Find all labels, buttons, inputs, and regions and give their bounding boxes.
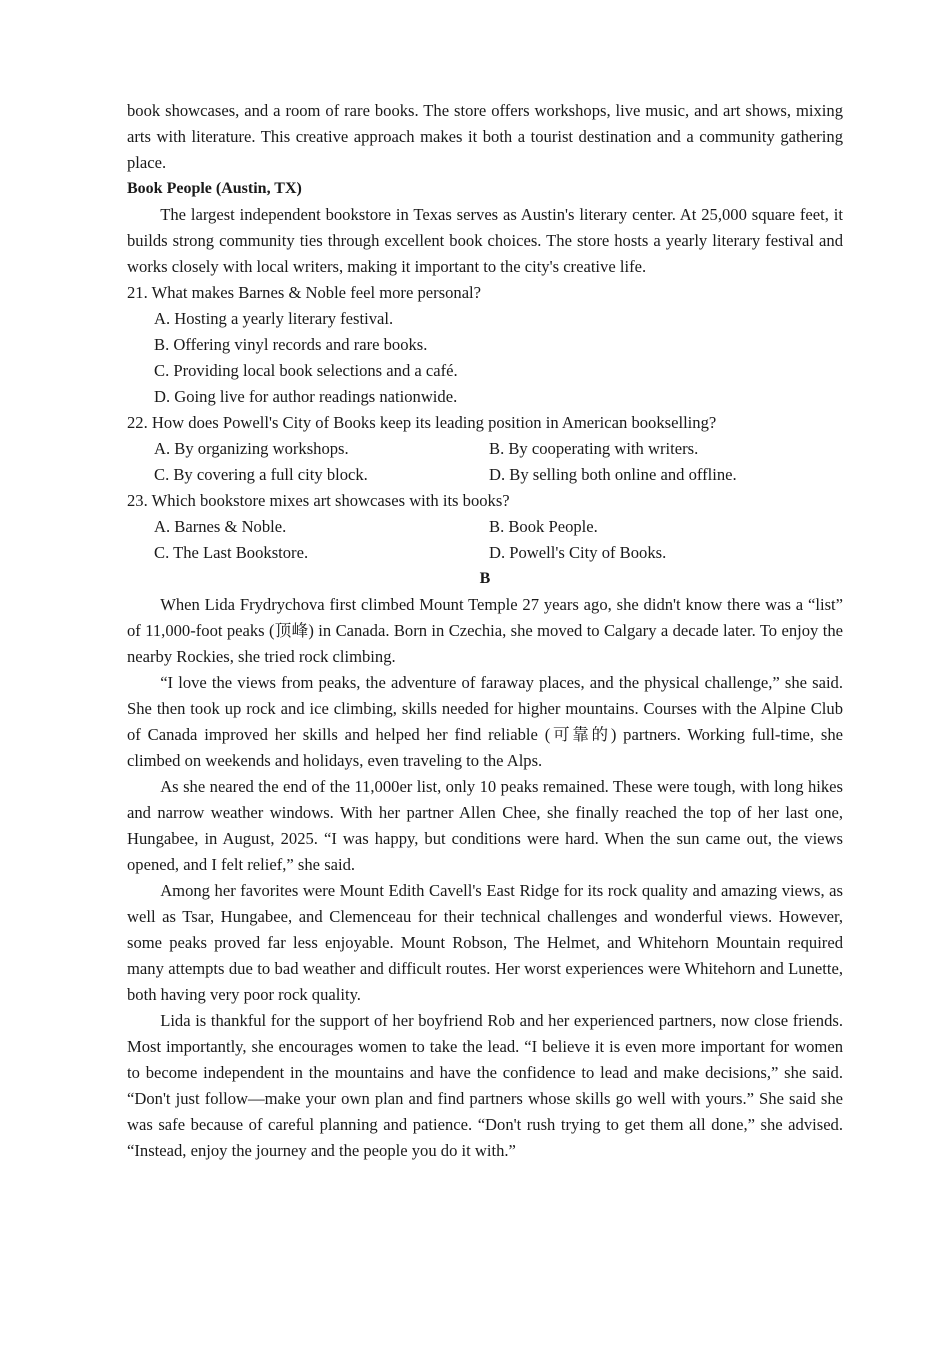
question-stem: 23. Which bookstore mixes art showcases with its books? bbox=[127, 491, 510, 510]
option-a: A. Hosting a yearly literary festival. bbox=[154, 309, 394, 328]
passage-b-paragraph-2: “I love the views from peaks, the adventure of faraway places, and the physical challenge,” she said. She then took up rock and ice climbing, skills needed for higher mountains. Courses with the Alpine Club of Canada improved her skills and helped her find reliable (可靠的) partners. Working full-time, she climbed on weekends and holidays, even traveling to the Alps. bbox=[127, 673, 843, 770]
passage-b-paragraph-5: Lida is thankful for the support of her boyfriend Rob and her experienced partners, now close friends. Most importantly, she encourages women to take the lead. “I believe it is even more important for women to become independent in the mountains and have the confidence to lead and make decisions,” she said. “Don't just follow—make your own plan and find partners whose skills go well with yours.” She said she was safe because of careful planning and patience. “Don't rush trying to get them all done,” she advised. “Instead, enjoy the journey and the people you do it with.” bbox=[127, 1011, 843, 1160]
passage-b-paragraph-3: As she neared the end of the 11,000er list, only 10 peaks remained. These were tough, with long hikes and narrow weather windows. With her partner Allen Chee, she finally reached the top of her last one, Hungabee, in August, 2025. “I was happy, but conditions were hard. When the sun came out, the views opened, and I felt relief,” she said. bbox=[127, 777, 843, 874]
passage-a-intro-paragraph: book showcases, and a room of rare books. The store offers workshops, live music, and art shows, mixing arts with literature. This creative approach makes it both a tourist destination and a community gathering place. bbox=[127, 101, 843, 172]
option-c: C. Providing local book selections and a café. bbox=[154, 361, 458, 380]
section-b-heading: B bbox=[479, 570, 491, 587]
option-b: B. Offering vinyl records and rare books. bbox=[154, 335, 428, 354]
question-stem: 22. How does Powell's City of Books keep its leading position in American bookselling? bbox=[127, 413, 717, 432]
option-d: D. By selling both online and offline. bbox=[489, 465, 737, 484]
option-b: B. Book People. bbox=[489, 517, 598, 536]
option-b: B. By cooperating with writers. bbox=[489, 439, 699, 458]
option-d: D. Powell's City of Books. bbox=[489, 543, 667, 562]
passage-b-paragraph-1: When Lida Frydrychova first climbed Mount Temple 27 years ago, she didn't know there was a “list” of 11,000-foot peaks (顶峰) in Canada. Born in Czechia, she moved to Calgary a decade later. To enjoy the nearby Rockies, she tried rock climbing. bbox=[127, 595, 843, 666]
question-21 bbox=[127, 280, 843, 410]
option-c: C. The Last Bookstore. bbox=[154, 543, 309, 562]
question-23 bbox=[127, 488, 843, 566]
option-c: C. By covering a full city block. bbox=[154, 465, 368, 484]
bookstore-heading-book-people: Book People (Austin, TX) bbox=[127, 180, 302, 197]
question-stem: 21. What makes Barnes & Noble feel more personal? bbox=[127, 283, 482, 302]
options-grid bbox=[127, 514, 843, 566]
option-a: A. By organizing workshops. bbox=[154, 439, 349, 458]
question-22 bbox=[127, 410, 843, 488]
option-a: A. Barnes & Noble. bbox=[154, 517, 287, 536]
option-d: D. Going live for author readings nationwide. bbox=[154, 387, 458, 406]
exam-page bbox=[127, 98, 843, 1164]
passage-b-paragraph-4: Among her favorites were Mount Edith Cavell's East Ridge for its rock quality and amazing views, as well as Tsar, Hungabee, and Clemenceau for their technical challenges and wonderful views. However, some peaks proved far less enjoyable. Mount Robson, The Helmet, and Whitehorn Mountain required many attempts due to bad weather and difficult routes. Her worst experiences were Whitehorn and Lunette, both having very poor rock quality. bbox=[127, 881, 843, 1004]
book-people-paragraph: The largest independent bookstore in Texas serves as Austin's literary center. At 25,000 square feet, it builds strong community ties through excellent book choices. The store hosts a yearly literary festival and works closely with local writers, making it important to the city's creative life. bbox=[127, 205, 843, 276]
options-grid bbox=[127, 436, 843, 488]
